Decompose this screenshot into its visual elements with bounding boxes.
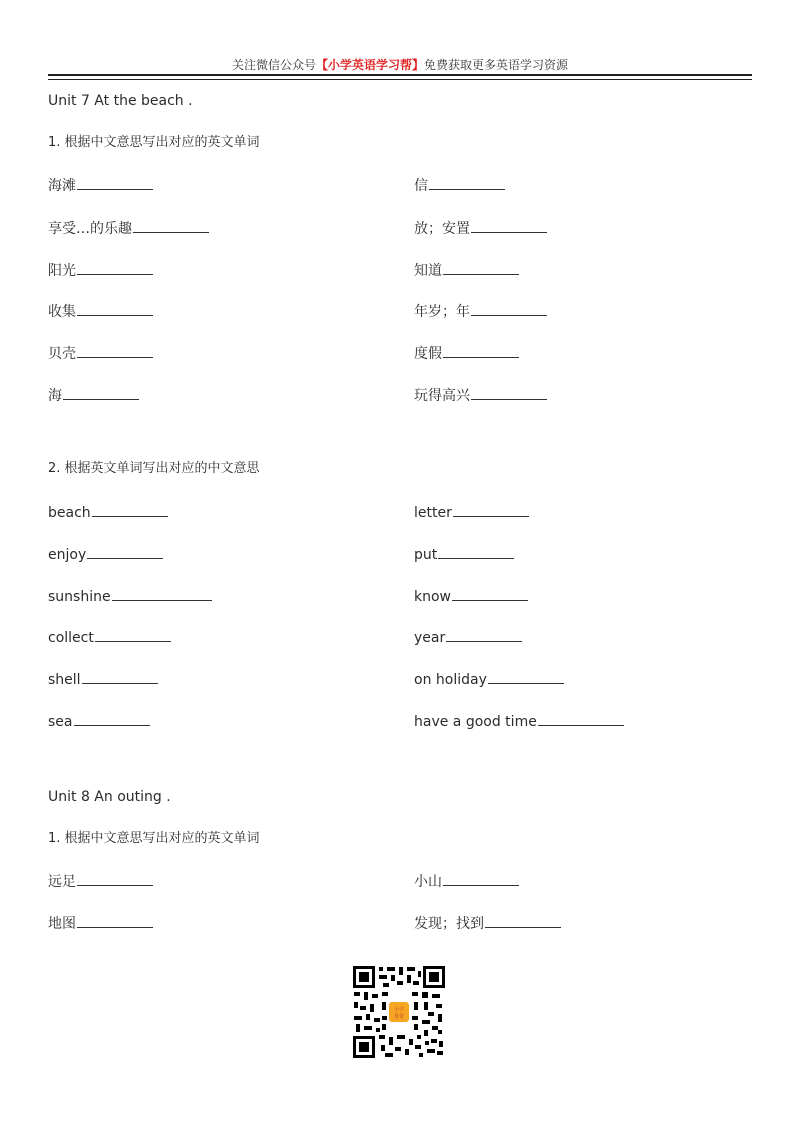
exercise-item: have a good time [414,713,624,730]
answer-blank[interactable] [538,713,624,726]
unit7-section1-heading: 1. 根据中文意思写出对应的英文单词 [48,135,260,150]
exercise-item: sea [48,713,150,730]
answer-blank[interactable] [452,588,528,601]
exercise-item: beach [48,504,168,521]
exercise-item: 远足 [48,873,153,890]
header-prefix: 关注微信公众号 [231,58,316,72]
answer-blank[interactable] [446,629,522,642]
exercise-item: put [414,546,514,563]
answer-blank[interactable] [471,387,547,400]
answer-blank[interactable] [95,629,171,642]
answer-blank[interactable] [133,220,209,233]
answer-blank[interactable] [471,220,547,233]
answer-blank[interactable] [77,873,153,886]
answer-blank[interactable] [429,177,505,190]
answer-blank[interactable] [443,262,519,275]
exercise-item: 享受…的乐趣 [48,220,209,237]
qr-finder-top-right [423,966,445,988]
answer-blank[interactable] [92,504,168,517]
answer-blank[interactable] [471,303,547,316]
exercise-item: 知道 [414,262,519,279]
answer-blank[interactable] [485,915,561,928]
page-header [0,56,800,73]
answer-blank[interactable] [443,873,519,886]
answer-blank[interactable] [63,387,139,400]
answer-blank[interactable] [77,262,153,275]
answer-blank[interactable] [77,345,153,358]
qr-logo-text-bottom: 帮帮 [393,1014,405,1020]
exercise-item: sunshine [48,588,212,605]
answer-blank[interactable] [443,345,519,358]
exercise-item: 信 [414,177,505,194]
exercise-item: 小山 [414,873,519,890]
answer-blank[interactable] [74,713,150,726]
header-rule-thin [48,79,752,80]
answer-blank[interactable] [112,588,212,601]
answer-blank[interactable] [87,546,163,559]
answer-blank[interactable] [77,177,153,190]
exercise-item: know [414,588,528,605]
exercise-item: 贝壳 [48,345,153,362]
exercise-item: year [414,629,522,646]
qr-code [352,965,446,1059]
unit8-section1-heading: 1. 根据中文意思写出对应的英文单词 [48,831,260,846]
exercise-item: 度假 [414,345,519,362]
exercise-item: enjoy [48,546,163,563]
qr-finder-top-left [353,966,375,988]
answer-blank[interactable] [77,303,153,316]
qr-center-logo [387,1000,411,1024]
header-rule-thick [48,74,752,76]
header-brand: 【小学英语学习帮】 [315,58,424,72]
exercise-item: 地图 [48,915,153,932]
exercise-item: shell [48,671,158,688]
exercise-item: 阳光 [48,262,153,279]
answer-blank[interactable] [77,915,153,928]
answer-blank[interactable] [82,671,158,684]
exercise-item: letter [414,504,529,521]
exercise-item: collect [48,629,171,646]
header-suffix: 免费获取更多英语学习资源 [424,58,569,72]
exercise-item: 年岁；年 [414,303,547,320]
qr-logo-text-top: 小学 [393,1007,405,1013]
unit8-title: Unit 8 An outing . [48,789,171,805]
exercise-item: 玩得高兴 [414,387,547,404]
exercise-item: 海 [48,387,139,404]
exercise-item: 发现；找到 [414,915,561,932]
unit7-title: Unit 7 At the beach . [48,93,193,109]
exercise-item: 海滩 [48,177,153,194]
qr-finder-bottom-left [353,1036,375,1058]
exercise-item: 收集 [48,303,153,320]
answer-blank[interactable] [438,546,514,559]
unit7-section2-heading: 2. 根据英文单词写出对应的中文意思 [48,461,260,476]
answer-blank[interactable] [488,671,564,684]
exercise-item: on holiday [414,671,564,688]
answer-blank[interactable] [453,504,529,517]
exercise-item: 放；安置 [414,220,547,237]
